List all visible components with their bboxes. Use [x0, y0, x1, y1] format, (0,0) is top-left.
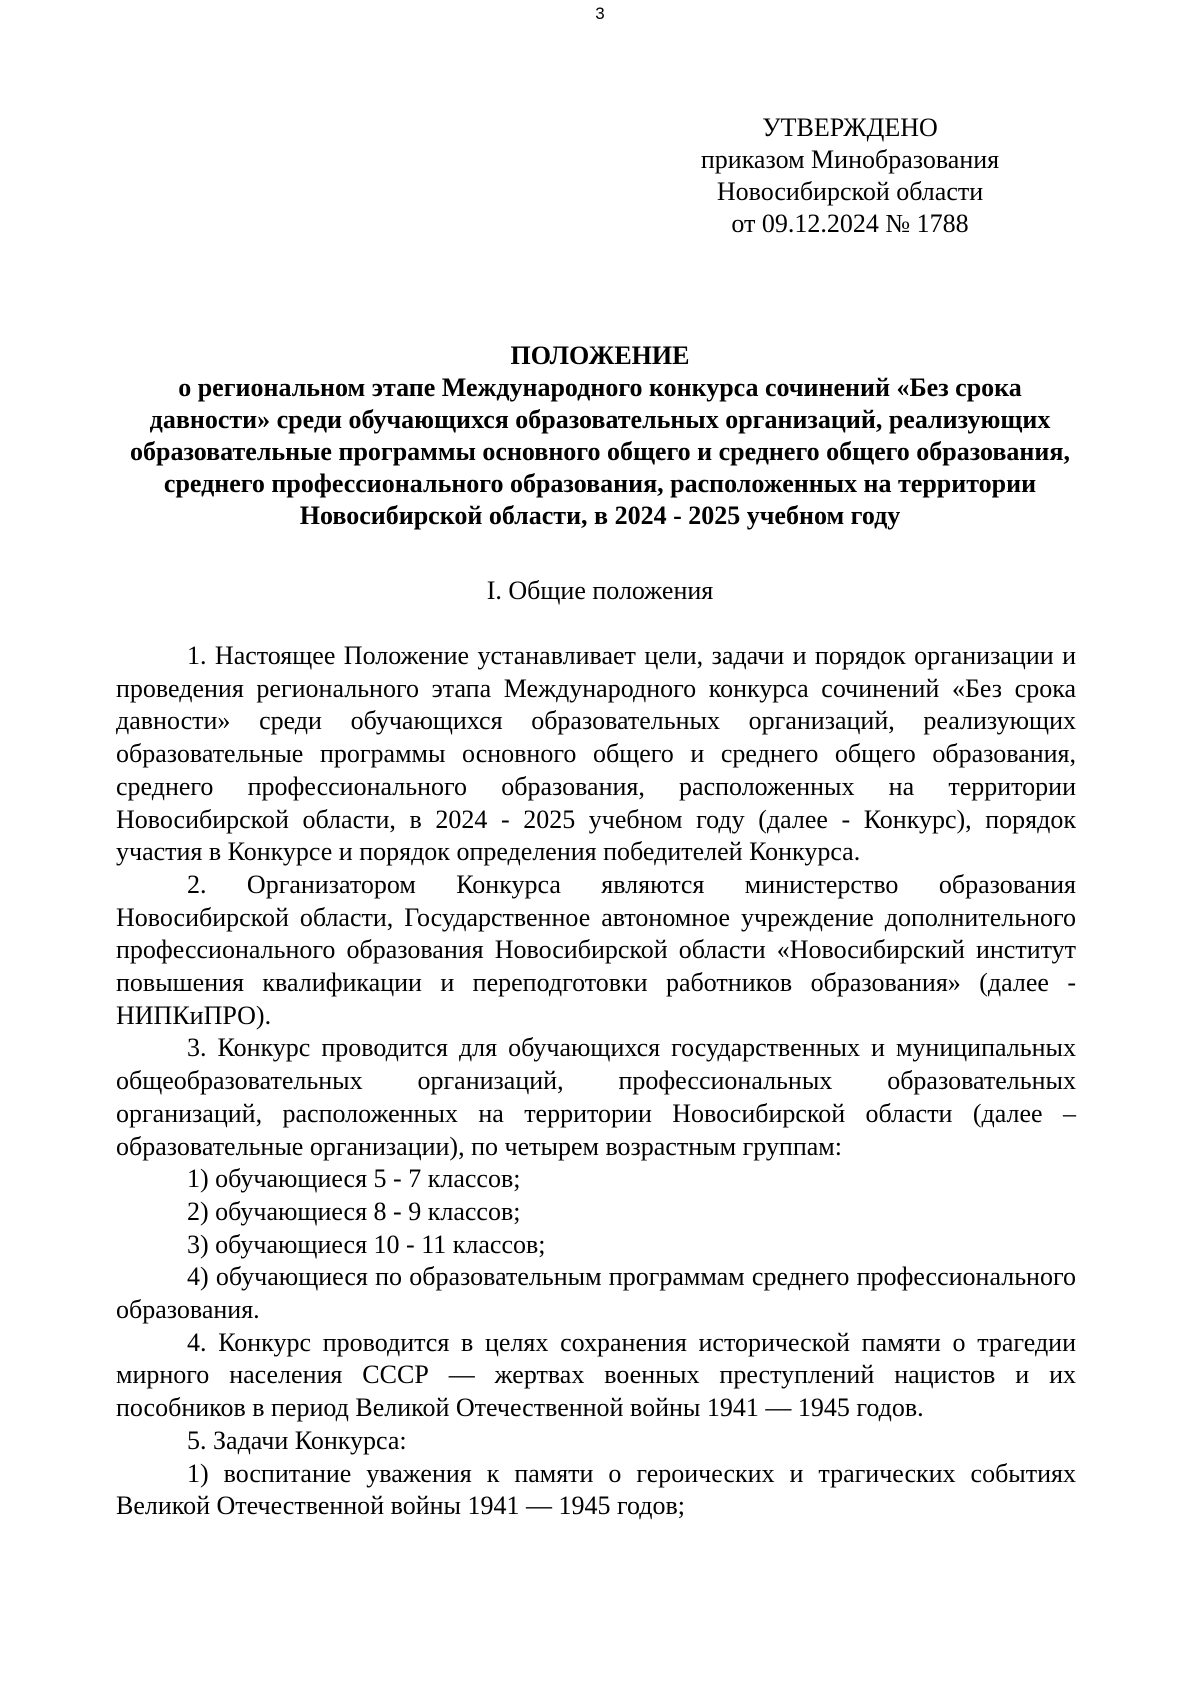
- paragraph: 1. Настоящее Положение устанавливает цели, задачи и порядок организации и проведения регионального этапа Международного конкурса сочинений «Без срока давности» среди обучающихся образовательных организаций, реализующих образовательные программы основного общего и среднего общего образования, среднего профессионального образования, расположенных на территории Новосибирской области, в 2024 - 2025 учебном году (далее - Конкурс), порядок участия в Конкурсе и порядок определения победителей Конкурса.: [116, 641, 1076, 867]
- title-line: среднего профессионального образования, расположенных на территории: [163, 469, 1037, 498]
- approval-order: приказом Минобразования: [700, 145, 1000, 174]
- list-item: 4) обучающиеся по образовательным программам среднего профессионального образования.: [116, 1262, 1076, 1325]
- title-heading: ПОЛОЖЕНИЕ: [510, 341, 690, 370]
- title-line: Новосибирской области, в 2024 - 2025 учебном году: [299, 501, 901, 530]
- approval-region: Новосибирской области: [716, 177, 984, 206]
- section-heading: I. Общие положения: [486, 576, 714, 605]
- paragraph: 4. Конкурс проводится в целях сохранения исторической памяти о трагедии мирного населения СССР — жертвах военных преступлений нацистов и их пособников в период Великой Отечественной войны 1941 — 1945 годов.: [116, 1327, 1076, 1423]
- list-item: 2) обучающиеся 8 - 9 классов;: [187, 1196, 521, 1226]
- paragraph: 5. Задачи Конкурса:: [187, 1425, 407, 1455]
- page-number: 3: [595, 4, 605, 23]
- list-item: 1) воспитание уважения к памяти о героических и трагических событиях Великой Отечественной войны 1941 — 1945 годов;: [116, 1458, 1076, 1521]
- list-item: 3) обучающиеся 10 - 11 классов;: [187, 1229, 546, 1259]
- approval-date-number: от 09.12.2024 № 1788: [731, 209, 969, 238]
- document-title: [110, 340, 1090, 532]
- approval-stamp: [700, 112, 1000, 240]
- title-line: образовательные программы основного общего и среднего общего образования,: [130, 437, 1070, 466]
- list-item: 1) обучающиеся 5 - 7 классов;: [187, 1164, 521, 1194]
- paragraph: 3. Конкурс проводится для обучающихся государственных и муниципальных общеобразовательных организаций, профессиональных образовательных организаций, расположенных на территории Новосибирской области (далее – образовательные организации), по четырем возрастным группам:: [116, 1033, 1076, 1161]
- title-line: давности» среди обучающихся образовательных организаций, реализующих: [149, 405, 1051, 434]
- title-line: о региональном этапе Международного конкурса сочинений «Без срока: [178, 373, 1022, 402]
- paragraph: 2. Организатором Конкурса являются министерство образования Новосибирской области, Государственное автономное учреждение дополнительного профессионального образования Новосибирской области «Новосибирский институт повышения квалификации и переподготовки работников образования» (далее - НИПКиПРО).: [116, 869, 1076, 1030]
- approval-title: УТВЕРЖДЕНО: [762, 113, 938, 142]
- body-text: [116, 640, 1076, 1523]
